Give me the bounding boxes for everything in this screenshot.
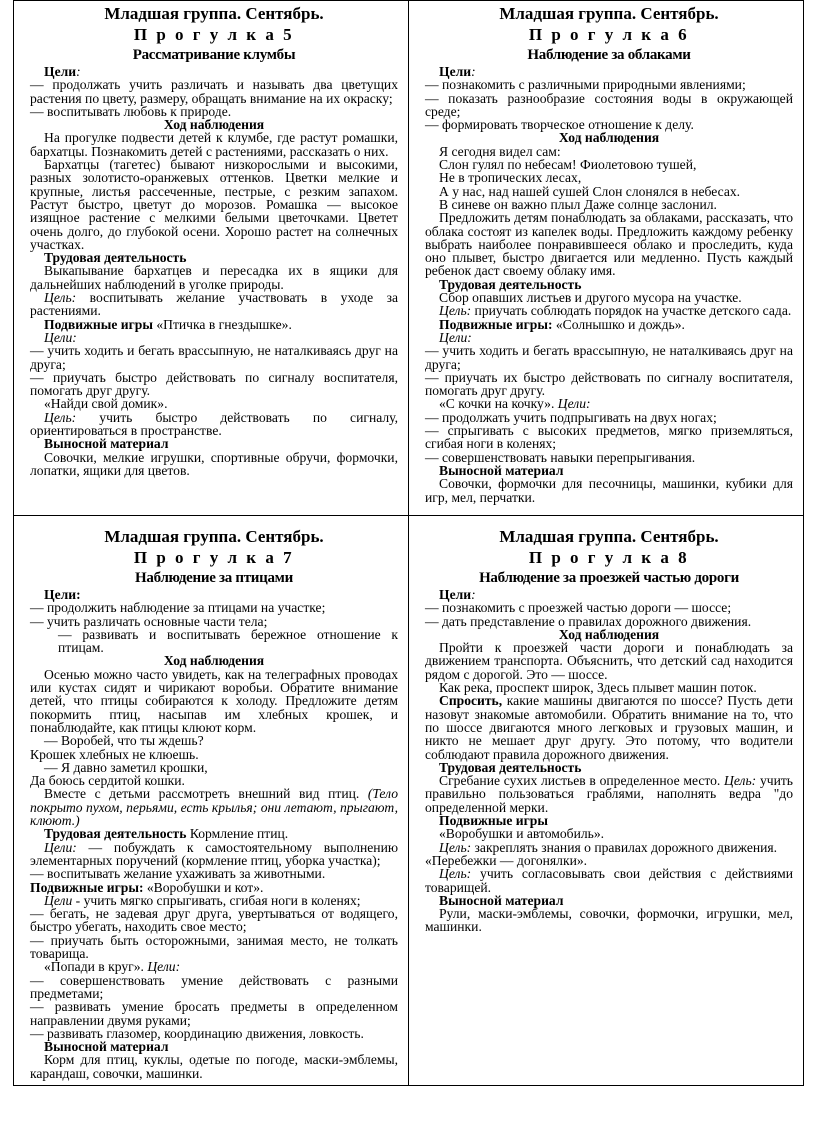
labor-text: Выкапывание бархатцев и пересадка их в ящики для дальнейших наблюдений в уголке природы. — [30, 263, 398, 292]
walks-table — [13, 0, 804, 1086]
goal-item: — познакомить с различными природными явлениями; — [425, 77, 746, 93]
game-goal: — совершенствовать навыки перепрыгивания. — [425, 449, 696, 465]
goals-label: Цели: — [44, 587, 81, 602]
dialog-line: — Воробей, что ты ждешь? — [44, 733, 204, 749]
poem-line: Не в тропических лесах, — [439, 170, 582, 186]
observation-heading: Ход наблюдения — [558, 626, 660, 642]
walk-topic: Рассматривание клумбы — [132, 47, 296, 63]
observation-heading: Ход наблюдения — [163, 653, 265, 669]
group-title: Младшая группа. Сентябрь. — [104, 527, 324, 546]
labor-goal: — воспитывать желание ухаживать за животными. — [30, 866, 326, 882]
game-goal: — совершенствовать умение действовать с разными предметами; — [30, 972, 398, 1001]
game-goal: — развивать умение бросать предметы в определенном направлении двумя руками; — [30, 999, 398, 1028]
poem-line: А у нас, над нашей сушей Слон слонялся в небесах. — [439, 183, 741, 199]
observation-text: Осенью можно часто увидеть, как на телеграфных проводах или кустах сидят и чирикают воробьи. Обратите внимание детей, что птицы собираются к холоду. Предложите детям покормить птиц, насыпав им хлебных крошек, и понаблюдайте, как птицы клюют корм. — [30, 666, 398, 735]
goal-item: — продолжать учить различать и называть два цветущих растения по цвету, размеру, обращать внимание на их окраску; — [30, 77, 398, 106]
group-title: Младшая группа. Сентябрь. — [499, 527, 719, 546]
game-goals-label: Цели: — [439, 329, 472, 345]
group-title: Младшая группа. Сентябрь. — [104, 4, 324, 23]
goal-item: — учить различать основные части тела; — [30, 613, 268, 629]
labor-text: Кормление птиц. — [186, 826, 289, 842]
poem-line: Я сегодня видел сам: — [439, 143, 561, 159]
walk-number: П р о г у л к а 7 — [133, 548, 295, 567]
card-walk-7 — [14, 516, 409, 1086]
material-text: Корм для птиц, куклы, одетые по погоде, маски-эмблемы, карандаш, совочки, машинки. — [30, 1052, 398, 1081]
game-goal-label: Цель: — [44, 409, 77, 425]
dialog-line: Да боюсь сердитой кошки. — [30, 773, 185, 789]
labor-goal: — побуждать к самостоятельному выполнению элементарных поручений (кормление птиц, уборка участка); — [30, 839, 398, 868]
labor-heading: Трудовая деятельность — [44, 250, 187, 266]
material-heading: Выносной материал — [439, 462, 564, 478]
material-text: Совочки, формочки для песочницы, машинки, кубики для игр, мел, перчатки. — [425, 476, 793, 505]
game-goal: - учить мягко спрыгивать, сгибая ноги в коленях; — [72, 892, 361, 908]
game-goal: — спрыгивать с высоких предметов, мягко приземляться, сгибая ноги в коленях; — [425, 423, 793, 452]
game-goal: — учить ходить и бегать врассыпную, не наталкиваясь друг на друга; — [30, 343, 398, 372]
game-goals-label: Цели — [44, 892, 73, 908]
games-heading: Подвижные игры — [44, 316, 153, 332]
poem-line: Слон гулял по небесам! Фиолетовою тушей, — [439, 157, 697, 173]
game-goal: — бегать, не задевая друг друга, увертываться от водящего, быстро убегать, находить свое место; — [30, 906, 398, 935]
observation-note: (Тело покрыто пухом, перьями, есть крылья; они летают, прыгают, клюют.) — [30, 786, 398, 829]
goals-label: Цели — [44, 64, 77, 79]
game-goal-label: Цели: — [557, 396, 591, 412]
games-heading: Подвижные игры: — [439, 316, 553, 332]
labor-goal: приучать соблюдать порядок на участке детского сада. — [471, 303, 792, 319]
goal-item: — познакомить с проезжей частью дороги — шоссе; — [425, 600, 732, 616]
goal-item: — воспитывать любовь к природе. — [30, 103, 232, 119]
observation-text: какие машины двигаются по шоссе? Пусть дети назовут знакомые автомобили. Обратить внимание на то, что по шоссе двигаются много легковых и грузовых машин, и никто не мешает друг другу. Это потому, что водители соблюдают правила дорожного движения. — [425, 693, 793, 762]
game-goal: — учить ходить и бегать врассыпную, не наталкиваясь друг на друга; — [425, 343, 793, 372]
material-text: Рули, маски-эмблемы, совочки, формочки, игрушки, мел, машинки. — [425, 906, 793, 935]
labor-goal-label: Цель: — [439, 303, 472, 319]
game-title: «Воробушки и кот». — [143, 879, 264, 895]
goal-item: — формировать творческое отношение к делу. — [425, 117, 694, 133]
labor-heading: Трудовая деятельность — [439, 276, 582, 292]
observation-text: Предложить детям понаблюдать за облаками, рассказать, что облака состоят из капелек воды. Предложить каждому ребенку выбрать наиболее понравившееся облако и проследить, куда оно плывет, быстро двигается или медленно. Пусть каждый ребенок даст своему облаку имя. — [425, 210, 793, 279]
labor-goal: воспитывать желание участвовать в уходе за растениями. — [30, 290, 398, 319]
game-goal: — продолжать учить подпрыгивать на двух ногах; — [425, 409, 717, 425]
card-walk-5: Младшая группа. Сентябрь. П р о г у л к а 5 Рассматривание клумбы Цели: — продолжать учить различать и называть два цветущих растения по цвету, размеру, обращать внимание на их окраску; — воспитывать любовь к природе. Ход наблюдения На прогулке подвести детей к клумбе, где растут ромашки, бархатцы. Познакомить детей с растениями, рассказать о них. Бархатцы (тагетес) бывают низкорослыми и высокими, разных золотисто-оранжевых оттенков. Цветки мелкие и крупные, листья рассеченные, пестрые, с резким запахом. Растут быстро, цветут до морозов. Ромашка — высокое изящное растение с мелкими белыми цветочками. Цветет очень долго, до глубокой осени. Хорошо растет на солнечных участках. Трудовая деятельность Выкапывание бархатцев и пересадка их в ящики для дальнейших наблюдений в уголке природы. Цель: воспитывать желание участвовать в уходе за растениями. Подвижные игры «Птичка в гнездышке». Цели: — учить ходить и бегать врассыпную, не наталкиваясь друг на друга; — приучать быстро действовать по сигналу воспитателя, помогать друг другу. «Найди свой домик». Цель: учить быстро действовать по сигналу, ориентироваться в пространстве. Выносной материал Совочки, мелкие игрушки, спортивные обручи, формочки, лопатки, ящики для цветов. — [14, 1, 409, 516]
game-title: «Воробушки и автомобиль». — [439, 826, 605, 842]
card-walk-8: Младшая группа. Сентябрь. П р о г у л к а 8 Наблюдение за проезжей частью дороги Цели: — познакомить с проезжей частью дороги — шоссе; — дать представление о правилах дорожного движения. Ход наблюдения Пройти к проезжей части дороги и понаблюдать за движением транспорта. Объяснить, что детский сад находится рядом с дорогой. Это — шоссе. Как река, проспект широк, Здесь плывет машин поток. Спросить, какие машины двигаются по шоссе? Пусть дети назовут знакомые автомобили. Обратить внимание на то, что по шоссе двигаются много легковых и грузовых машин, и никто не мешает друг другу. Это потому, что водители соблюдают правила дорожного движения. Трудовая деятельность Сгребание сухих листьев в определенное место. Цель: учить правильно пользоваться граблями, наполнять ведра "до определенной мерки. Подвижные игры «Воробушки и автомобиль». Цель: закреплять знания о правилах дорожного движения. «Перебежки — догонялки». Цель: учить согласовывать свои действия с действиями товарищей. Выносной материал Рули, маски-эмблемы, совочки, формочки, игрушки, мел, машинки. — [409, 516, 804, 1086]
game-goal: — приучать быть осторожными, занимая место, не толкать товарища. — [30, 932, 398, 962]
game-title: «Найди свой домик». — [44, 396, 168, 412]
game-goal: — приучать быстро действовать по сигналу воспитателя, помогать друг другу. — [30, 369, 398, 399]
game-title: «Перебежки — догонялки». — [425, 852, 588, 868]
goal-item: — продолжить наблюдение за птицами на участке; — [30, 600, 326, 616]
observation-heading: Ход наблюдения — [163, 117, 265, 133]
walk-number: П р о г у л к а 8 — [528, 548, 690, 567]
material-text: Совочки, мелкие игрушки, спортивные обручи, формочки, лопатки, ящики для цветов. — [30, 449, 398, 478]
game-title: «Солнышко и дождь». — [552, 316, 685, 332]
material-heading: Выносной материал — [439, 892, 564, 908]
game-title: «Попади в круг». — [44, 959, 144, 975]
game-goal-label: Цели: — [147, 959, 181, 975]
goal-item: — дать представление о правилах дорожного движения. — [425, 613, 752, 629]
labor-heading: Трудовая деятельность — [44, 826, 187, 842]
labor-text: Сгребание сухих листьев в определенное место. — [439, 773, 725, 789]
game-goal: — развивать глазомер, координацию движения, ловкость. — [30, 1025, 364, 1041]
ask-label: Спросить, — [439, 693, 503, 709]
labor-text: Сбор опавших листьев и другого мусора на участке. — [439, 290, 742, 306]
observation-heading: Ход наблюдения — [558, 130, 660, 146]
game-goal: закреплять знания о правилах дорожного движения. — [471, 839, 778, 855]
goals-label: Цели — [439, 64, 472, 79]
game-goal-label: Цель: — [439, 866, 472, 882]
walk-topic: Наблюдение за облаками — [527, 47, 691, 63]
goals-label: Цели — [439, 587, 472, 602]
walk-number: П р о г у л к а 5 — [133, 25, 295, 44]
game-title: «С кочки на кочку». — [439, 396, 555, 412]
games-heading: Подвижные игры: — [30, 879, 144, 895]
game-goal: учить быстро действовать по сигналу, ориентироваться в пространстве. — [30, 409, 398, 439]
walk-topic: Наблюдение за проезжей частью дороги — [479, 570, 739, 586]
labor-goal-label: Цели: — [44, 839, 77, 855]
observation-text: На прогулке подвести детей к клумбе, где растут ромашки, бархатцы. Познакомить детей с растениями, рассказать о них. — [30, 130, 398, 159]
goal-item: — развивать и воспитывать бережное отношение к птицам. — [58, 626, 398, 656]
observation-text: Вместе с детьми рассмотреть внешний вид птиц. — [44, 786, 368, 802]
card-walk-6: Младшая группа. Сентябрь. П р о г у л к а 6 Наблюдение за облаками Цели: — познакомить с различными природными явлениями; — показать разнообразие состояния воды в окружающей среде; — формировать творческое отношение к делу. Ход наблюдения Я сегодня видел сам: Слон гулял по небесам! Фиолетовою тушей, Не в тропических лесах, А у нас, над нашей сушей Слон слонялся в небесах. В синеве он важно плыл Даже солнце заслонил. Предложить детям понаблюдать за облаками, рассказать, что облака состоят из капелек воды. Предложить каждому ребенку выбрать наиболее понравившееся облако и проследить, куда оно плывет, быстро двигается или медленно. Пусть каждый ребенок даст своему облаку имя. Трудовая деятельность Сбор опавших листьев и другого мусора на участке. Цель: приучать соблюдать порядок на участке детского сада. Подвижные игры: «Солнышко и дождь». Цели: — учить ходить и бегать врассыпную, не наталкиваясь друг на друга; — приучать их быстро действовать по сигналу воспитателя, помогать друг другу. «С кочки на кочку». Цели: — продолжать учить подпрыгивать на двух ногах; — спрыгивать с высоких предметов, мягко приземляться, сгибая ноги в коленях; — совершенствовать навыки перепрыгивания. Выносной материал Совочки, формочки для песочницы, машинки, кубики для игр, мел, перчатки. — [409, 1, 804, 516]
game-title: «Птичка в гнездышке». — [152, 316, 292, 332]
group-title: Младшая группа. Сентябрь. — [499, 4, 719, 23]
material-heading: Выносной материал — [44, 436, 169, 452]
poem-line: В синеве он важно плыл Даже солнце заслонил. — [439, 196, 717, 212]
game-goal-label: Цель: — [439, 839, 472, 855]
labor-goal: учить правильно пользоваться граблями, наполнять ведра "до определенной мерки. — [425, 773, 793, 815]
observation-text: Как река, проспект широк, Здесь плывет машин поток. — [439, 680, 757, 696]
games-heading: Подвижные игры — [439, 813, 548, 829]
game-goals-label: Цели: — [44, 329, 77, 345]
walk-topic: Наблюдение за птицами — [135, 570, 293, 586]
walk-number: П р о г у л к а 6 — [528, 25, 690, 44]
material-heading: Выносной материал — [44, 1039, 169, 1055]
goal-item: — показать разнообразие состояния воды в окружающей среде; — [425, 90, 793, 119]
game-goal: — приучать их быстро действовать по сигналу воспитателя, помогать друг другу. — [425, 369, 793, 399]
observation-text: Пройти к проезжей части дороги и понаблюдать за движением транспорта. Объяснить, что детский сад находится рядом с дорогой. Это — шоссе. — [425, 640, 793, 682]
labor-heading: Трудовая деятельность — [439, 759, 582, 775]
observation-text: Бархатцы (тагетес) бывают низкорослыми и высокими, разных золотисто-оранжевых оттенков. Цветки мелкие и крупные, листья рассеченные, пестрые, с резким запахом. Растут быстро, цветут до морозов. Ромашка — высокое изящное растение с мелкими белыми цветочками. Цветет очень долго, до глубокой осени. Хорошо растет на солнечных участках. — [30, 157, 398, 252]
dialog-line: — Я давно заметил крошки, — [44, 759, 208, 775]
dialog-line: Крошек хлебных не клюешь. — [30, 746, 199, 762]
labor-goal-label: Цель: — [44, 290, 77, 306]
labor-goal-label: Цель: — [724, 773, 757, 789]
game-goal: учить согласовывать свои действия с действиями товарищей. — [425, 866, 793, 895]
